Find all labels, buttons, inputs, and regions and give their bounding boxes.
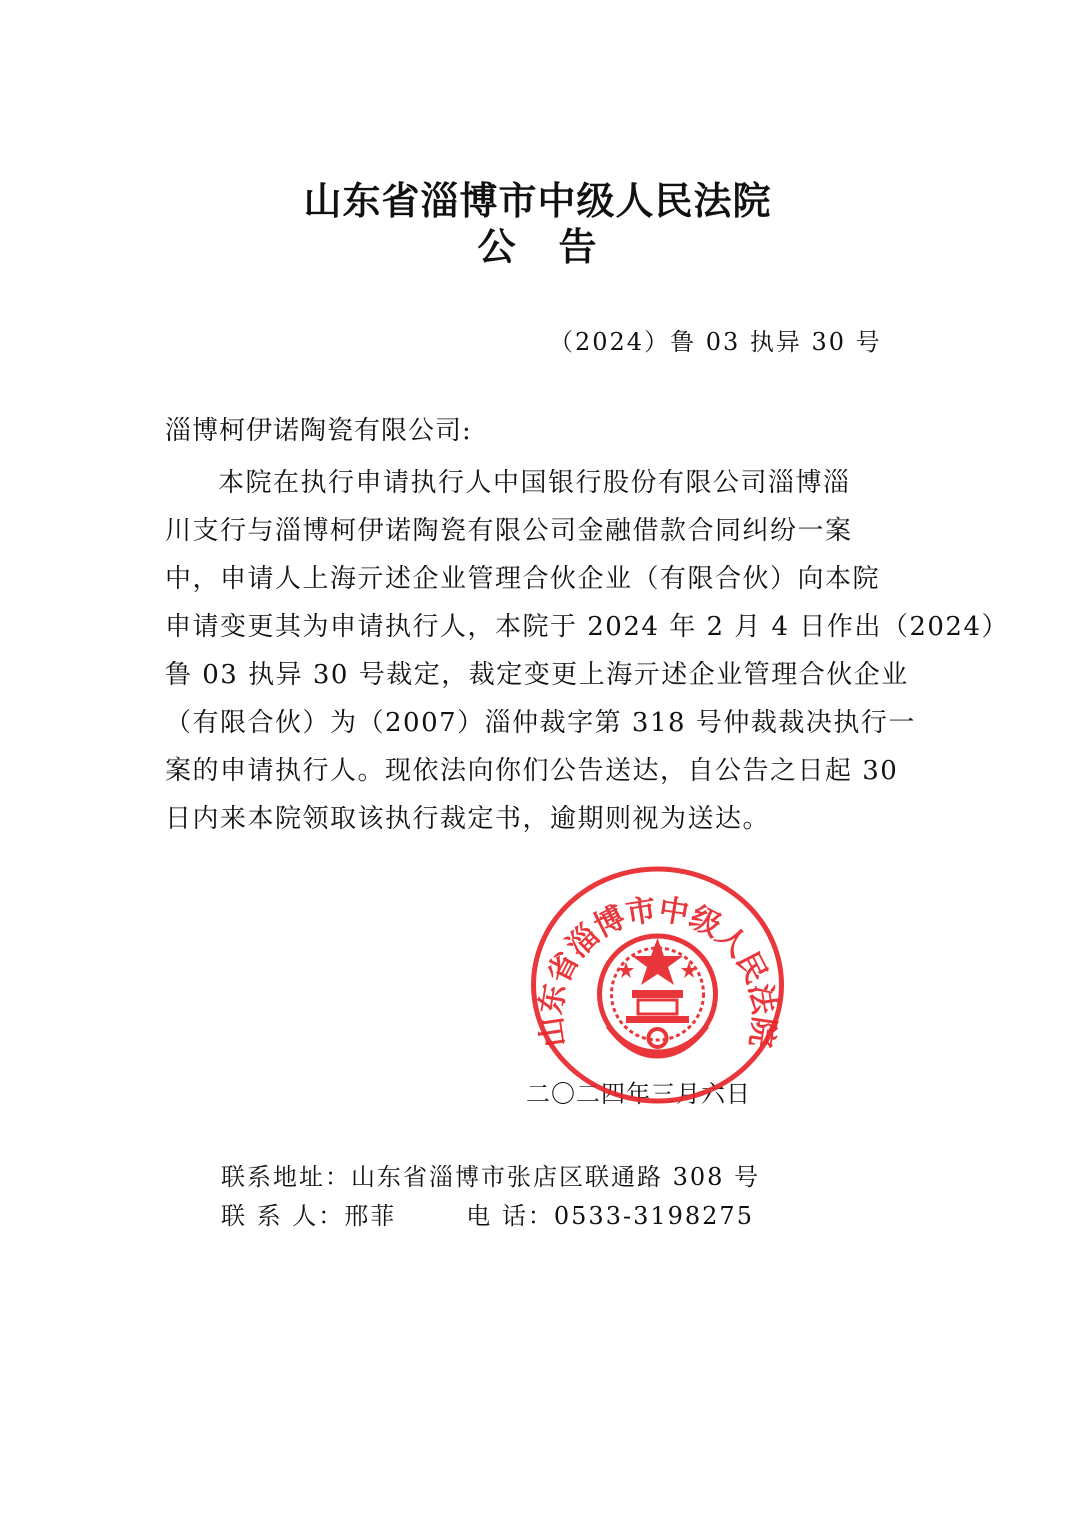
notice-title-char-1: 公 <box>477 224 517 269</box>
body-line: 鲁 03 执异 30 号裁定，裁定变更上海亓述企业管理合伙企业 <box>165 660 909 690</box>
contact-address: 联系地址：山东省淄博市张店区联通路 308 号 <box>221 1163 761 1191</box>
notice-title <box>0 224 1075 270</box>
contact-person: 联 系 人：邢菲 <box>221 1202 397 1230</box>
body-line: 川支行与淄博柯伊诺陶瓷有限公司金融借款合同纠纷一案 <box>165 516 853 546</box>
national-emblem-icon <box>600 936 716 1056</box>
court-name-title: 山东省淄博市中级人民法院 <box>303 178 772 223</box>
body-line: 中，申请人上海亓述企业管理合伙企业（有限合伙）向本院 <box>165 564 881 594</box>
case-number: （2024）鲁 03 执异 30 号 <box>549 328 882 356</box>
body-line: 案的申请执行人。现依法向你们公告送达，自公告之日起 30 <box>165 756 899 786</box>
court-seal-stamp <box>530 866 785 1104</box>
seal-text: 山东省淄博市中级人民法院 <box>533 892 782 1050</box>
body-line: 申请变更其为申请执行人，本院于 2024 年 2 月 4 日作出（2024） <box>165 612 1010 642</box>
issue-date: 二〇二四年三月六日 <box>526 1080 751 1108</box>
addressee: 淄博柯伊诺陶瓷有限公司: <box>165 416 472 446</box>
contact-person-row <box>221 1196 754 1231</box>
body-line: 本院在执行申请执行人中国银行股份有限公司淄博淄 <box>218 468 851 498</box>
body-line: 日内来本院领取该执行裁定书，逾期则视为送达。 <box>165 804 771 834</box>
body-line: （有限合伙）为（2007）淄仲裁字第 318 号仲裁裁决执行一 <box>165 708 916 738</box>
contact-phone: 电 话：0533-3198275 <box>466 1202 754 1230</box>
notice-title-char-2: 告 <box>558 224 598 269</box>
